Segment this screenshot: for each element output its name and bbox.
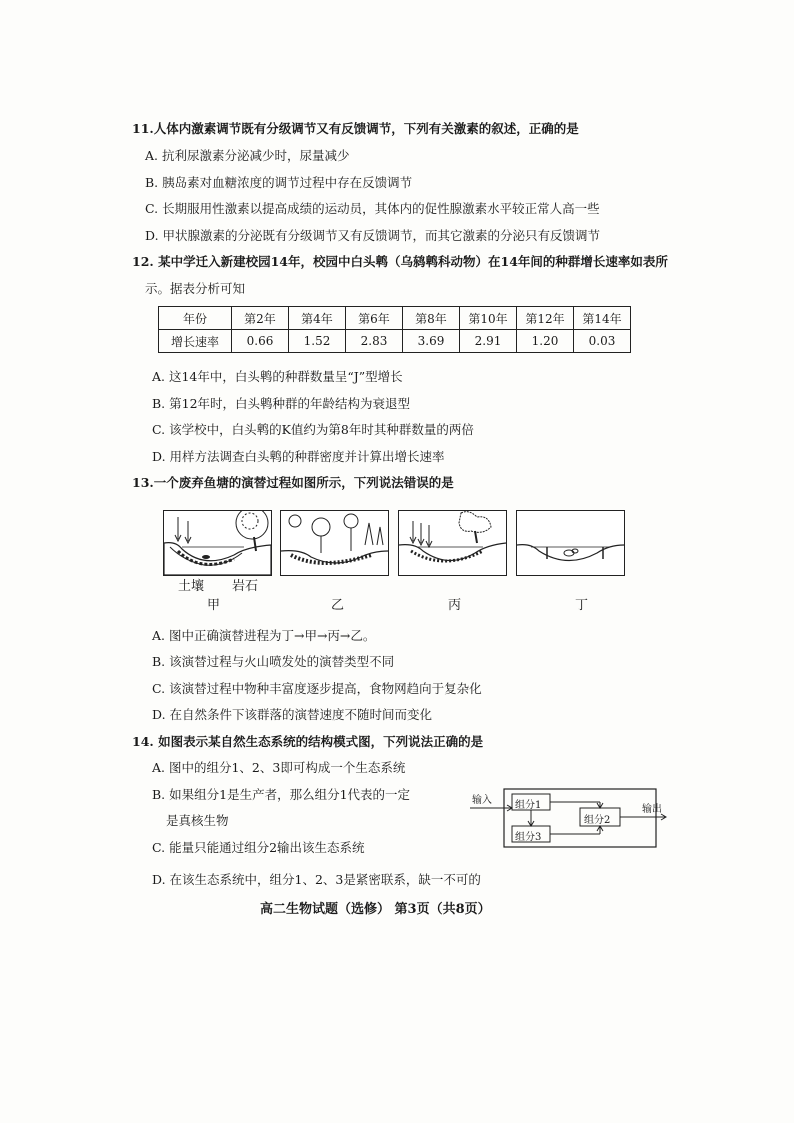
pond-label-bing: 丙 <box>448 598 462 613</box>
q12-stem-line2: 示。据表分析可知 <box>145 281 246 296</box>
q14-option-a: A. 图中的组分1、2、3即可构成一个生态系统 <box>152 760 406 775</box>
table-row <box>159 330 631 353</box>
pond-label-jia: 甲 <box>207 598 221 613</box>
q13-option-d: D. 在自然条件下该群落的演替速度不随时间而变化 <box>152 707 433 722</box>
table-cell: 0.66 <box>232 330 289 353</box>
pond-picture-jia <box>163 510 272 576</box>
q14-option-d: D. 在该生态系统中，组分1、2、3是紧密联系，缺一不可的 <box>152 872 481 887</box>
ecosystem-diagram <box>470 788 670 850</box>
q12-stem-line1: 12. 某中学迁入新建校园14年，校园中白头鹎（乌鸫鹎科动物）在14年间的种群增长速率如表所 <box>132 254 668 269</box>
q13-option-a: A. 图中正确演替进程为丁→甲→丙→乙。 <box>152 628 376 643</box>
q11-option-a: A. 抗利尿激素分泌减少时，尿量减少 <box>145 148 350 163</box>
diagram-input-label: 输入 <box>472 795 492 806</box>
diagram-component-2: 组分2 <box>584 815 611 826</box>
table-cell: 第6年 <box>346 307 403 330</box>
diagram-component-3: 组分3 <box>515 832 542 843</box>
table-cell: 第10年 <box>460 307 517 330</box>
q13-option-c: C. 该演替过程中物种丰富度逐步提高，食物网趋向于复杂化 <box>152 681 482 696</box>
rock-label: 岩石 <box>232 579 259 594</box>
pond-label-ding: 丁 <box>575 598 589 613</box>
diagram-output-label: 输出 <box>642 804 662 815</box>
table-cell: 2.83 <box>346 330 403 353</box>
pond-label-yi: 乙 <box>331 598 345 613</box>
q13-option-b: B. 该演替过程与火山喷发处的演替类型不同 <box>152 654 395 669</box>
q12-option-c: C. 该学校中，白头鹎的K值约为第8年时其种群数量的两倍 <box>152 422 474 437</box>
q14-option-b-line1: B. 如果组分1是生产者，那么组分1代表的一定 <box>152 787 411 802</box>
table-cell: 0.03 <box>574 330 631 353</box>
table-header-rate: 增长速率 <box>159 330 232 353</box>
q11-stem: 11.人体内激素调节既有分级调节又有反馈调节，下列有关激素的叙述，正确的是 <box>132 121 579 136</box>
q11-option-b: B. 胰岛素对血糖浓度的调节过程中存在反馈调节 <box>145 175 413 190</box>
table-cell: 第14年 <box>574 307 631 330</box>
q14-stem: 14. 如图表示某自然生态系统的结构模式图，下列说法正确的是 <box>132 734 484 749</box>
table-cell: 1.20 <box>517 330 574 353</box>
table-cell: 1.52 <box>289 330 346 353</box>
q14-option-c: C. 能量只能通过组分2输出该生态系统 <box>152 840 365 855</box>
soil-label: 土壤 <box>178 579 205 594</box>
table-row <box>159 307 631 330</box>
page-footer: 高二生物试题（选修） 第3页（共8页） <box>260 902 491 917</box>
table-cell: 3.69 <box>403 330 460 353</box>
q14-option-b-line2: 是真核生物 <box>166 813 229 828</box>
growth-rate-table <box>158 306 631 353</box>
diagram-component-1: 组分1 <box>515 800 542 811</box>
table-cell: 第12年 <box>517 307 574 330</box>
q11-option-d: D. 甲状腺激素的分泌既有分级调节又有反馈调节，而其它激素的分泌只有反馈调节 <box>145 228 601 243</box>
table-header-year: 年份 <box>159 307 232 330</box>
pond-picture-bing <box>398 510 507 576</box>
pond-picture-yi <box>280 510 389 576</box>
pond-picture-ding <box>516 510 625 576</box>
table-cell: 第4年 <box>289 307 346 330</box>
q12-option-b: B. 第12年时，白头鹎种群的年龄结构为衰退型 <box>152 396 411 411</box>
q12-option-d: D. 用样方法调查白头鹎的种群密度并计算出增长速率 <box>152 449 445 464</box>
table-cell: 第8年 <box>403 307 460 330</box>
q13-stem: 13.一个废弃鱼塘的演替过程如图所示，下列说法错误的是 <box>132 475 454 490</box>
table-cell: 第2年 <box>232 307 289 330</box>
table-cell: 2.91 <box>460 330 517 353</box>
q11-option-c: C. 长期服用性激素以提高成绩的运动员，其体内的促性腺激素水平较正常人高一些 <box>145 201 600 216</box>
q12-option-a: A. 这14年中，白头鹎的种群数量呈“J”型增长 <box>152 369 403 384</box>
